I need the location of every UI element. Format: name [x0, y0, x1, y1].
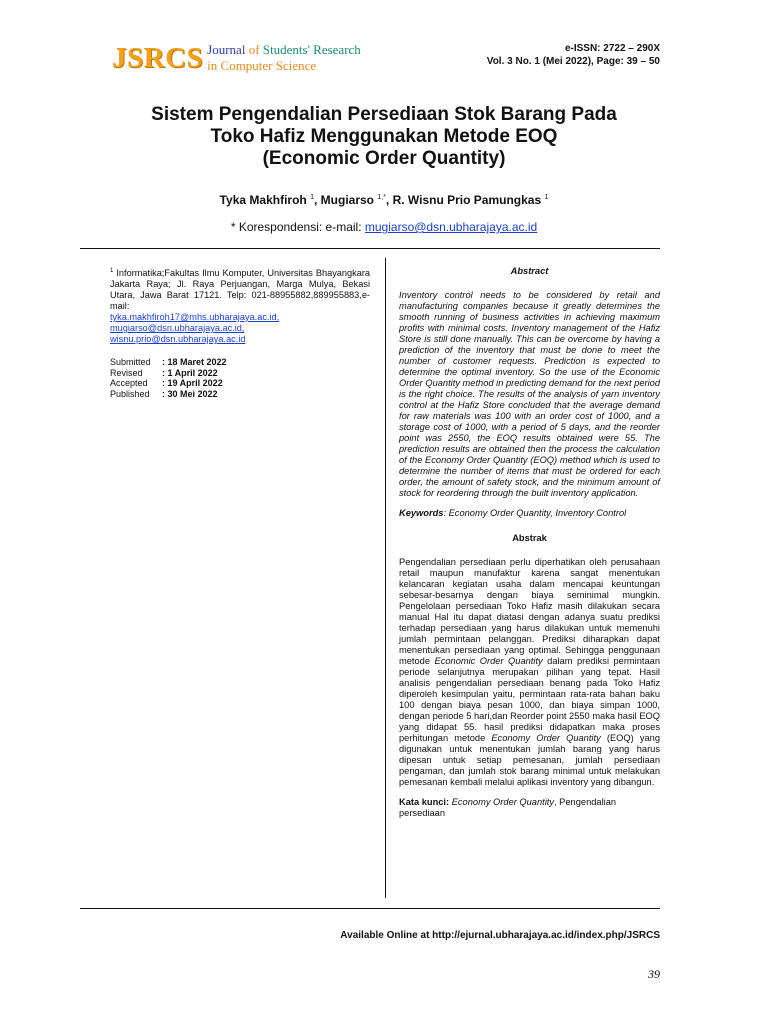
- author-mark: 1,*: [377, 194, 386, 201]
- title-line-1: Sistem Pengendalian Persediaan Stok Barang Pada: [151, 104, 617, 125]
- author-name: R. Wisnu Prio Pamungkas: [392, 193, 545, 207]
- paper-title: [80, 104, 688, 170]
- date-value: : 30 Mei 2022: [162, 388, 218, 399]
- kata-kunci: [399, 797, 660, 819]
- affiliation-mark: 1: [110, 268, 114, 274]
- abstrak-heading: Abstrak: [512, 533, 547, 543]
- author-list: [80, 193, 688, 207]
- title-line-3: (Economic Order Quantity): [262, 148, 506, 169]
- logo-text: [207, 42, 361, 74]
- column-divider: [385, 258, 386, 898]
- abstrak-text-part3: (EOQ) yang digunakan untuk menentukan jumlah barang yang harus dipesan untuk setiap pemesanan, jumlah persediaan pengaman, dan jumlah stok barang minimal untuk melakukan pemesanan kembali melalui aplikasi inventory yang dibangun.: [399, 733, 660, 787]
- date-row: [110, 378, 227, 389]
- author-separator: ,: [385, 193, 393, 207]
- affiliation: [110, 266, 370, 345]
- correspondence-label: * Korespondensi: e-mail:: [230, 220, 365, 234]
- header-divider: [80, 248, 660, 249]
- logo-text-journal: Journal: [207, 42, 249, 57]
- kata-kunci-italic: Economy Order Quantity: [449, 797, 555, 807]
- article-dates: [110, 357, 227, 399]
- kata-kunci-label: Kata kunci:: [399, 797, 450, 807]
- logo-text-students: Students' Research: [262, 42, 361, 57]
- page-number: 39: [648, 967, 660, 981]
- correspondence-email-link[interactable]: mugiarso@dsn.ubharajaya.ac.id: [364, 220, 538, 234]
- keywords-text: : Economy Order Quantity, Inventory Control: [443, 508, 627, 518]
- author-email-link[interactable]: wisnu.prio@dsn.ubharajaya.ac.id: [110, 334, 246, 345]
- keywords: [399, 508, 660, 519]
- abstrak-text-italic: Economic Order Quantity: [434, 656, 543, 666]
- date-label: Accepted: [110, 378, 148, 388]
- kata-kunci-text: , Pengendalian persediaan: [399, 797, 617, 818]
- abstract-column: [399, 266, 660, 833]
- journal-logo: [112, 40, 362, 76]
- author-name: Tyka Makhfiroh: [219, 193, 311, 207]
- logo-mark: JSRCS: [112, 41, 204, 74]
- date-row: [110, 389, 227, 400]
- author-name: Mugiarso: [320, 193, 378, 207]
- affiliation-text: Informatika;Fakultas Ilmu Komputer, Universitas Bhayangkara Jakarta Raya; Jl. Raya Perjuangan, Marga Mulya, Bekasi Utara, Jawa Barat 17121. Telp: 021-88955882,889955883,e-mail:: [110, 268, 370, 312]
- date-label: Published: [110, 388, 150, 399]
- abstrak-text-part1: Pengendalian persediaan perlu diperhatikan oleh perusahaan retail maupun manufaktur karena sangat menentukan kelancaran kegiatan usaha dalam mencapai keuntungan sebesar-besarnya dengan biaya seminimal mungkin. Pengelolaan persediaan Toko Hafiz masih dilakukan secara manual Hal itu dapat diatasi dengan adanya suatu prediksi terhadap persediaan yang harus dilakukan untuk memenuhi jumlah permintaan pelanggan. Prediksi diharapkan dapat menentukan persediaan yang optimal. Sehingga penggunaan metode: [399, 557, 660, 666]
- footer-availability: Available Online at http://ejurnal.ubharajaya.ac.id/index.php/JSRCS: [340, 930, 660, 941]
- date-value: : 19 April 2022: [162, 378, 223, 388]
- author-separator: ,: [313, 193, 321, 207]
- author-email-link[interactable]: tyka.makhfiroh17@mhs.ubharajaya.ac.id,: [110, 312, 280, 323]
- abstrak-text-part2: dalam prediksi permintaan periode selanjutnya merupakan pilihan yang tepat. Hasil analisis pengendalian persediaan benang pada Toko Hafiz diperoleh kesimpulan yaitu, permintaan rata-rata bahan baku 100 dengan biaya pesan 1000, dan biaya simpan 1000, dengan periode 5 hari,dan Reorder point 2550 maka hasil EOQ yang didapat 55. hasil prediksi didapatkan maka proses perhitungan metode: [399, 656, 661, 743]
- date-label: Submitted: [110, 357, 151, 367]
- correspondence: [80, 220, 688, 234]
- date-row: [110, 357, 227, 368]
- logo-text-line2: in Computer Science: [207, 58, 317, 73]
- date-label: Revised: [110, 367, 143, 378]
- abstract-text: Inventory control needs to be considered by retail and manufacturing companies because it greatly determines the smooth running of business activities in achieving maximum profits with minimal costs. Inventory management of the Hafiz Store is still done manually. This can be overcome by having a prediction of the inventory that must be done to meet the number of customer requests. Prediction is expected to determine the optimal inventory. So the use of the Economic Order Quantity method in predicting demand for the next period is the right choice. The results of the analysis of yarn inventory control at the Hafiz Store concluded that the average demand for raw materials was 100 with an order cost of 1000, and a storage cost of 1000, with a period of 5 days, and the reorder point was 2550, the EOQ results obtained were 55. The prediction results are obtained then the process the calculation of the Economy Order Quantity (EOQ) method which is used to determine the number of items that must be ordered for each order, the amount of safety stock, and the minimum amount of stock for reordering through the built inventory application.: [399, 290, 660, 498]
- journal-info: [487, 42, 660, 68]
- author-email-link[interactable]: mugiarso@dsn.ubharajaya.ac.id,: [110, 323, 245, 334]
- title-line-2: Toko Hafiz Menggunakan Metode EOQ: [210, 126, 558, 147]
- keywords-label: Keywords: [399, 508, 444, 518]
- abstrak-text: [399, 557, 660, 788]
- date-value: : 18 Maret 2022: [162, 357, 227, 367]
- issn-text: e-ISSN: 2722 – 290X: [564, 43, 660, 54]
- date-row: [110, 368, 227, 379]
- logo-text-of: of: [248, 42, 263, 57]
- abstrak-text-italic: Economy Order Quantity: [491, 733, 601, 743]
- footer-divider: [80, 908, 660, 909]
- date-value: : 1 April 2022: [162, 367, 218, 378]
- author-mark: 1: [544, 194, 549, 201]
- volume-text: Vol. 3 No. 1 (Mei 2022), Page: 39 – 50: [486, 56, 660, 67]
- author-mark: 1: [310, 194, 314, 201]
- abstract-heading: Abstract: [510, 266, 549, 276]
